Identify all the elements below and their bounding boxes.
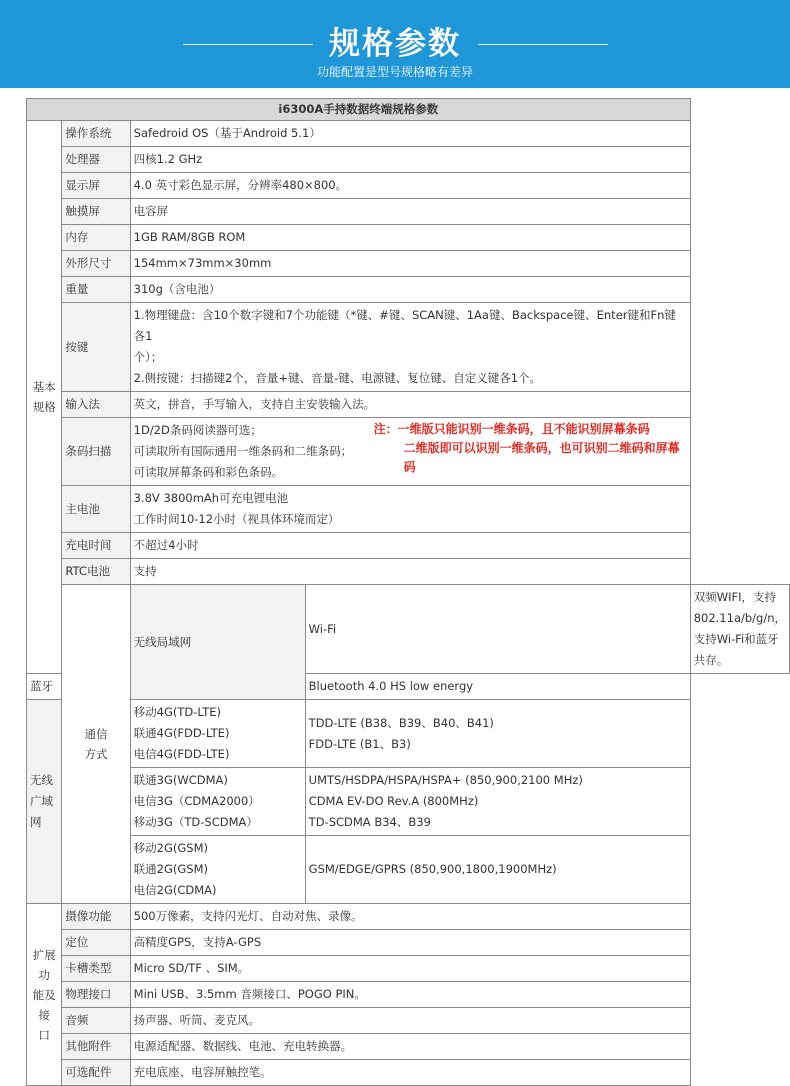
- row-value-cpu: 四核1.2 GHz: [130, 147, 690, 173]
- category-comm: 通信 方式: [62, 585, 130, 904]
- row-label-rtc: RTC电池: [62, 559, 130, 585]
- row-value-battery: 3.8V 3800mAh可充电锂电池 工作时间10-12小时（视具体环境而定）: [130, 486, 690, 533]
- wlan-label: 无线局域网: [130, 585, 305, 700]
- row-label-barcode: 条码扫描: [62, 418, 130, 486]
- bluetooth-name: 蓝牙: [27, 674, 62, 700]
- wwan-2g-values: GSM/EDGE/GPRS (850,900,1800,1900MHz): [305, 836, 690, 904]
- row-value-os: Safedroid OS（基于Android 5.1）: [130, 121, 690, 147]
- table-title: i6300A手持数据终端规格参数: [27, 99, 691, 121]
- page-subtitle: 功能配置是型号规格略有差异: [316, 65, 473, 79]
- barcode-note: 注：一维版只能识别一维条码，且不能识别屏幕条码 二维版即可以识别一维条码，也可识别二维码和屏幕码: [373, 422, 680, 474]
- row-label-audio: 音频: [62, 1008, 130, 1034]
- row-label-camera: 摄像功能: [62, 904, 130, 930]
- row-label-gps: 定位: [62, 930, 130, 956]
- page-title: 规格参数: [329, 26, 461, 62]
- row-label-slot: 卡槽类型: [62, 956, 130, 982]
- row-value-display: 4.0 英寸彩色显示屏，分辨率480×800。: [130, 173, 690, 199]
- wwan-3g-values: UMTS/HSDPA/HSPA/HSPA+ (850,900,2100 MHz) CDMA EV-DO Rev.A (800MHz) TD-SCDMA B34、B39: [305, 768, 690, 836]
- row-label-touch: 触摸屏: [62, 199, 130, 225]
- row-value-audio: 扬声器、听筒、麦克风。: [130, 1008, 690, 1034]
- bluetooth-value: Bluetooth 4.0 HS low energy: [305, 674, 690, 700]
- row-label-ports: 物理接口: [62, 982, 130, 1008]
- category-basic: 基本 规格: [27, 121, 62, 674]
- header-banner: [0, 0, 790, 88]
- row-label-memory: 内存: [62, 225, 130, 251]
- row-value-size: 154mm×73mm×30mm: [130, 251, 690, 277]
- wwan-4g-values: TDD-LTE (B38、B39、B40、B41) FDD-LTE (B1、B3): [305, 700, 690, 768]
- row-value-rtc: 支持: [130, 559, 690, 585]
- row-value-memory: 1GB RAM/8GB ROM: [130, 225, 690, 251]
- row-label-os: 操作系统: [62, 121, 130, 147]
- wwan-3g-names: 联通3G(WCDMA) 电信3G（CDMA2000） 移动3G（TD-SCDMA）: [130, 768, 305, 836]
- row-value-charge: 不超过4小时: [130, 533, 690, 559]
- category-ext: 扩展功 能及接 口: [27, 904, 62, 1086]
- row-label-display: 显示屏: [62, 173, 130, 199]
- row-label-accessories: 其他附件: [62, 1034, 130, 1060]
- row-value-gps: 高精度GPS，支持A-GPS: [130, 930, 690, 956]
- wwan-2g-names: 移动2G(GSM) 联通2G(GSM) 电信2G(CDMA): [130, 836, 305, 904]
- row-label-optional: 可选配件: [62, 1060, 130, 1086]
- row-value-touch: 电容屏: [130, 199, 690, 225]
- row-value-slot: Micro SD/TF 、SIM。: [130, 956, 690, 982]
- wwan-label: 无线广域网: [27, 700, 62, 904]
- row-label-input: 输入法: [62, 392, 130, 418]
- row-label-cpu: 处理器: [62, 147, 130, 173]
- row-value-barcode: 1D/2D条码阅读器可选； 可读取所有国际通用一维条码和二维条码； 可读取屏幕条码和彩色条码。 注：一维版只能识别一维条码，且不能识别屏幕条码 二维版即可以识别一维条码，也可识别二维码和屏幕码: [130, 418, 690, 486]
- row-label-keys: 按键: [62, 303, 130, 392]
- row-value-accessories: 电源适配器、数据线、电池、充电转换器。: [130, 1034, 690, 1060]
- spec-table: [26, 98, 790, 1086]
- row-value-optional: 充电底座、电容屏触控笔。: [130, 1060, 690, 1086]
- wifi-name: Wi-Fi: [305, 585, 690, 674]
- row-value-keys: 1.物理键盘：含10个数字键和7个功能键（*键、#键、SCAN键、1Aa键、Backspace键、Enter键和Fn键各1 个）； 2.侧按键：扫描键2个，音量+键、音量-键、电源键、复位键、自定义键各1个。: [130, 303, 690, 392]
- row-value-weight: 310g（含电池）: [130, 277, 690, 303]
- row-value-input: 英文，拼音，手写输入，支持自主安装输入法。: [130, 392, 690, 418]
- row-label-charge: 充电时间: [62, 533, 130, 559]
- row-value-camera: 500万像素，支持闪光灯、自动对焦、录像。: [130, 904, 690, 930]
- wwan-4g-names: 移动4G(TD-LTE) 联通4G(FDD-LTE) 电信4G(FDD-LTE): [130, 700, 305, 768]
- wifi-value: 双频WIFI，支持802.11a/b/g/n，支持Wi-Fi和蓝牙共存。: [690, 585, 789, 674]
- row-label-size: 外形尺寸: [62, 251, 130, 277]
- row-label-weight: 重量: [62, 277, 130, 303]
- row-value-ports: Mini USB、3.5mm 音频接口、POGO PIN。: [130, 982, 690, 1008]
- row-label-battery: 主电池: [62, 486, 130, 533]
